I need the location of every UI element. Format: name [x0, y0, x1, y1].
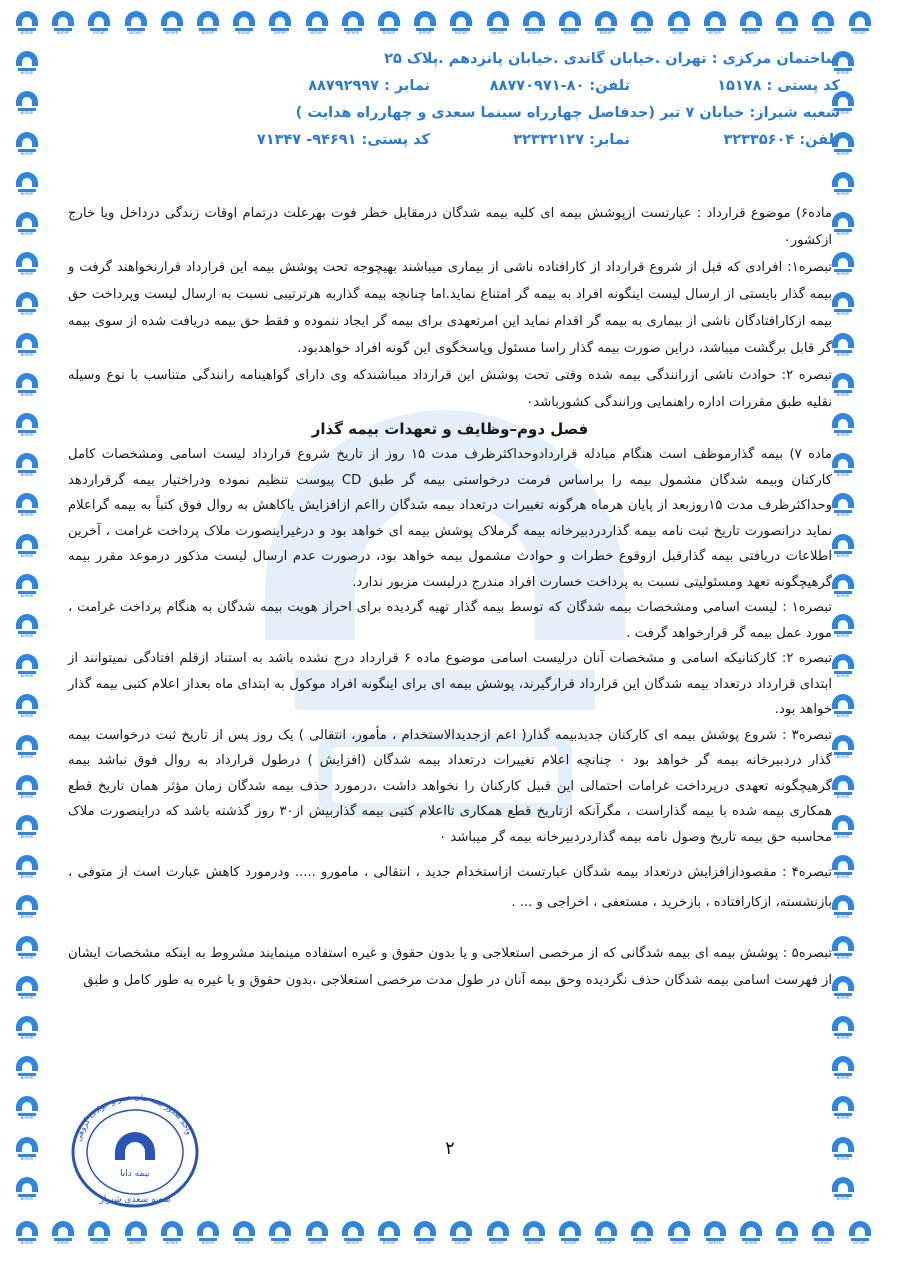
article-7-note-2: تبصره ۲: کارکنانیکه اسامی و مشخصات آنان درلیست اسامی موضوع ماده ۶ قرارداد درج نشده باشد به استناد ازقلم افتادگی نمیتوانند از ابتدای قرارداد درتعداد بیمه شدگان این قرارداد قرارگیرند، پوشش بیمه ای برای اینگونه افراد موکول به ابتدای ماه بعداز اعلام کتبی بیمه گذار خواهد بود.	[68, 651, 832, 717]
bimeh-logo-icon: Bimeh	[828, 289, 858, 319]
stamp-branch: شعبه سعدی شیراز	[99, 1195, 171, 1205]
head-office-postal: کد پستی : ۱۵۱۷۸	[717, 78, 840, 94]
bimeh-logo-icon: Bimeh	[12, 973, 42, 1003]
bimeh-logo-icon: Bimeh	[12, 852, 42, 882]
bimeh-logo-icon: Bimeh	[12, 933, 42, 963]
bimeh-logo-icon: Bimeh	[12, 1053, 42, 1083]
bimeh-logo-icon: Bimeh	[828, 651, 858, 681]
header-contact-line	[60, 73, 840, 100]
bimeh-logo-icon: Bimeh	[12, 289, 42, 319]
bimeh-logo-icon: Bimeh	[374, 8, 404, 38]
bimeh-logo-icon: Bimeh	[828, 490, 858, 520]
bimeh-logo-icon: Bimeh	[12, 169, 42, 199]
bimeh-logo-icon: Bimeh	[48, 8, 78, 38]
bimeh-logo-icon: Bimeh	[229, 8, 259, 38]
bimeh-logo-icon: Bimeh	[664, 8, 694, 38]
bimeh-logo-icon: Bimeh	[519, 8, 549, 38]
bimeh-logo-icon: Bimeh	[12, 1174, 42, 1204]
bimeh-logo-icon: Bimeh	[772, 8, 802, 38]
bimeh-logo-icon: Bimeh	[828, 370, 858, 400]
bimeh-logo-icon: Bimeh	[845, 1218, 875, 1248]
bimeh-logo-icon: Bimeh	[12, 732, 42, 762]
bimeh-logo-icon: Bimeh	[808, 1218, 838, 1248]
bimeh-logo-icon: Bimeh	[627, 8, 657, 38]
bimeh-logo-icon: Bimeh	[265, 8, 295, 38]
bimeh-logo-icon: Bimeh	[12, 209, 42, 239]
bimeh-logo-icon: Bimeh	[12, 1093, 42, 1123]
spacer	[68, 918, 832, 940]
bimeh-logo-icon: Bimeh	[302, 8, 332, 38]
bimeh-logo-icon: Bimeh	[736, 1218, 766, 1248]
article-6: ماده۶) موضوع قرارداد : عبارتست ازپوشش بیمه ای کلیه بیمه شدگان درمقابل خطر فوت بهرعلت درتمام اوقات زندگی درداخل ویا خارج ازکشور۰	[68, 206, 832, 248]
bimeh-logo-icon: Bimeh	[828, 812, 858, 842]
bimeh-logo-icon: Bimeh	[302, 1218, 332, 1248]
bimeh-logo-icon: Bimeh	[12, 651, 42, 681]
bimeh-logo-icon: Bimeh	[828, 852, 858, 882]
bimeh-logo-icon: Bimeh	[555, 1218, 585, 1248]
bimeh-logo-icon: Bimeh	[48, 1218, 78, 1248]
bimeh-logo-icon: Bimeh	[591, 1218, 621, 1248]
head-office-address: ساختمان مرکزی : تهران .خیابان گاندی .خیابان پانزدهم .پلاک ۲۵	[384, 51, 840, 67]
article-7-note-3: تبصره۳ : شروع پوشش بیمه ای کارکنان جدیدبیمه گذار( اعم ازجدیدالاستخدام ، مأمور، انتقالی ) یک روز پس از تاریخ ثبت درخواست بیمه گذار دردبیرخانه بیمه گر خواهد بود ۰ چنانچه اعلام تغییرات درتعداد بیمه شدگان (افزایش ) درطول قرارداد به روال فوق نباشد بیمه گرهیچگونه تعهدی درپرداخت غرامات احتمالی این قبیل کارکنان را نخواهد داشت ،درمورد حذف بیمه شدگان زمان مؤثر همان تاریخ قطع همکاری بیمه شده با بیمه گذاراست ، مگرآنکه ازتاریخ قطع همکاری تااعلام کتبی بیمه گذاربیش از۳۰ روز گذشته باشد که دراینصورت ملاک محاسبه حق بیمه تاریخ وصول نامه بیمه گذاردردبیرخانه بیمه گر میباشد ۰	[68, 727, 832, 845]
bimeh-logo-icon: Bimeh	[12, 450, 42, 480]
bimeh-logo-icon: Bimeh	[12, 812, 42, 842]
bimeh-logo-icon: Bimeh	[828, 1093, 858, 1123]
bimeh-logo-icon: Bimeh	[12, 772, 42, 802]
bimeh-logo-icon: Bimeh	[12, 1218, 42, 1248]
bimeh-logo-icon: Bimeh	[828, 531, 858, 561]
bimeh-logo-icon: Bimeh	[193, 1218, 223, 1248]
bimeh-logo-icon: Bimeh	[12, 330, 42, 360]
bimeh-logo-icon: Bimeh	[121, 1218, 151, 1248]
bimeh-logo-icon: Bimeh	[12, 48, 42, 78]
stamp-ring-text: واحد صدور بیمه های عمر و حوادث گروهی	[73, 1092, 195, 1143]
bimeh-logo-icon: Bimeh	[483, 8, 513, 38]
bimeh-logo-icon: Bimeh	[338, 8, 368, 38]
bimeh-logo-icon: Bimeh	[828, 209, 858, 239]
bimeh-logo-icon: Bimeh	[374, 1218, 404, 1248]
branch-address: شعبه شیراز: خیابان ۷ تیر (حدفاصل چهارراه سینما سعدی و چهارراه هدایت )	[295, 105, 840, 121]
article-6-note-1: تبصره۱: افرادی که قبل از شروع قرارداد از کارافتاده ناشی از بیماری میباشند بهیچوجه تحت پوشش بیمه این قرارداد قرارنخواهند گرفت و بیمه گذار بایستی از ارسال لیست اینگونه افراد به بیمه گر امتناع نماید.اما چنانچه بیمه گذاربه هرترتیبی نسبت به ارسال لیست وپرداخت حق بیمه ازکارافتادگان ناشی از بیماری به بیمه گر اقدام نماید این امرتعهدی برای بیمه گر ایجاد ننموده و فقط حق بیمه دریافت شده از سوی بیمه گر قابل برگشت میباشد، دراین صورت بیمه گذار راسا مسئول وپاسخگوی این گونه افراد خواهدبود.	[68, 260, 832, 356]
bimeh-logo-icon: Bimeh	[483, 1218, 513, 1248]
bimeh-logo-icon: Bimeh	[828, 933, 858, 963]
bimeh-logo-icon: Bimeh	[193, 8, 223, 38]
page-number: ۲	[445, 1138, 455, 1159]
bimeh-logo-icon: Bimeh	[519, 1218, 549, 1248]
header-branch-contact-line	[60, 127, 840, 154]
bimeh-logo-icon: Bimeh	[338, 1218, 368, 1248]
bimeh-logo-icon: Bimeh	[828, 772, 858, 802]
bimeh-logo-icon: Bimeh	[157, 8, 187, 38]
bimeh-logo-icon: Bimeh	[12, 611, 42, 641]
bimeh-logo-icon: Bimeh	[845, 8, 875, 38]
stamp-brand: بیمه دانا	[120, 1169, 150, 1179]
article-7-note-1: تبصره۱ : لیست اسامی ومشخصات بیمه شدگان که توسط بیمه گذار تهیه گردیده برای احراز هویت بیمه شدگان به هنگام پرداخت غرامت ، مورد عمل بیمه گر قرارخواهد گرفت .	[68, 600, 832, 641]
bimeh-logo-icon: Bimeh	[12, 8, 42, 38]
bimeh-logo-icon: Bimeh	[828, 1013, 858, 1043]
header-branch-line	[60, 100, 840, 127]
bimeh-logo-icon: Bimeh	[700, 1218, 730, 1248]
bimeh-logo-icon: Bimeh	[229, 1218, 259, 1248]
article-7: ماده ۷) بیمه گذارموظف است هنگام مبادله قراردادوحداکثرظرف مدت ۱۵ روز از تاریخ شروع قرارداد لیست اسامی ومشخصات کامل کارکنان وبیمه شدگان مشمول بیمه را براساس فرمت درخواستی بیمه گر طبق CD پیوست تنظیم نموده ودراختیار بیمه گرقراردهد وحداکثرظرف مدت ۱۵روزبعد از پایان هرماه هرگونه تغییرات درتعداد بیمه شدگان رااعم ازافزایش یاکاهش به روال فوق کتباً به بیمه گراعلام نماید درانصورت تاریخ ثبت نامه بیمه گذاردردبیرخانه بیمه گرملاک پوشش بیمه ای خواهد بود و درغیراینصورت ملاک پرداخت غرامت ، آخرین اطلاعات دریافتی بیمه گذارقبل ازوقوع خطرات و حوادث مشمول بیمه خواهد بود، درصورت عدم ارسال لیست مذکور درموعد مقرر بیمه گرهیچگونه تعهد ومسئولیتی نسبت به پرداخت خسارت افراد مندرج درلیست مزبور ندارد.	[68, 447, 833, 590]
bimeh-logo-icon: Bimeh	[828, 732, 858, 762]
bimeh-logo-icon: Bimeh	[736, 8, 766, 38]
bimeh-logo-icon: Bimeh	[12, 490, 42, 520]
bimeh-logo-icon: Bimeh	[828, 410, 858, 440]
bimeh-logo-icon: Bimeh	[265, 1218, 295, 1248]
bimeh-logo-icon: Bimeh	[700, 8, 730, 38]
bimeh-logo-icon: Bimeh	[828, 973, 858, 1003]
bimeh-logo-icon: Bimeh	[12, 892, 42, 922]
branch-fax: نمابر: ۳۲۳۳۲۱۲۷	[513, 132, 630, 148]
spacer	[68, 850, 832, 858]
bimeh-logo-icon: Bimeh	[828, 450, 858, 480]
bimeh-logo-icon: Bimeh	[828, 691, 858, 721]
bimeh-logo-icon: Bimeh	[12, 1134, 42, 1164]
bimeh-logo-icon: Bimeh	[828, 1134, 858, 1164]
bimeh-logo-icon: Bimeh	[828, 571, 858, 601]
bimeh-logo-icon: Bimeh	[828, 169, 858, 199]
bimeh-logo-icon: Bimeh	[12, 370, 42, 400]
bimeh-logo-icon: Bimeh	[446, 8, 476, 38]
header-address-line	[60, 46, 840, 73]
branch-postal: کد پستی: ۹۴۶۹۱- ۷۱۳۴۷	[256, 132, 430, 148]
bimeh-logo-icon: Bimeh	[12, 249, 42, 279]
bimeh-logo-icon: Bimeh	[446, 1218, 476, 1248]
branch-phone: تلفن: ۳۲۳۳۵۶۰۴	[723, 132, 840, 148]
bimeh-logo-icon: Bimeh	[772, 1218, 802, 1248]
bimeh-logo-icon: Bimeh	[627, 1218, 657, 1248]
bimeh-logo-icon: Bimeh	[555, 8, 585, 38]
head-office-phone: تلفن: ۸۰-۸۸۷۷۰۹۷۱	[489, 78, 630, 94]
contract-body	[68, 200, 832, 994]
head-office-fax: نمابر : ۸۸۷۹۲۹۹۷	[308, 78, 430, 94]
bimeh-logo-icon: Bimeh	[828, 129, 858, 159]
article-6-note-2: تبصره ۲: حوادث ناشی ازرانندگی بیمه شده وقتی تحت پوشش این قرارداد میباشندکه وی دارای گواهینامه رانندگی متناسب با نوع وسیله نقلیه طبق مقررات اداره راهنمایی ورانندگی کشورباشد۰	[68, 368, 832, 410]
bimeh-logo-icon: Bimeh	[84, 8, 114, 38]
bimeh-logo-icon: Bimeh	[12, 1013, 42, 1043]
bimeh-logo-icon: Bimeh	[12, 129, 42, 159]
bimeh-logo-icon: Bimeh	[828, 1053, 858, 1083]
bimeh-logo-icon: Bimeh	[12, 531, 42, 561]
bimeh-logo-icon: Bimeh	[121, 8, 151, 38]
bimeh-logo-icon: Bimeh	[828, 249, 858, 279]
bimeh-logo-icon: Bimeh	[828, 88, 858, 118]
bimeh-logo-icon: Bimeh	[664, 1218, 694, 1248]
bimeh-logo-icon: Bimeh	[828, 611, 858, 641]
bimeh-logo-icon: Bimeh	[828, 330, 858, 360]
bimeh-logo-icon: Bimeh	[808, 8, 838, 38]
bimeh-logo-icon: Bimeh	[12, 88, 42, 118]
chapter-two-heading: فصل دوم–وظایف و تعهدات بیمه گذار	[311, 420, 589, 438]
article-7-note-5: تبصره۵ : پوشش بیمه ای بیمه شدگانی که از مرخصی استعلاجی و یا بدون حقوق و غیره استفاده مینمایند مشروط به اینکه مشخصات ایشان از فهرست اسامی بیمه شدگان حذف نگردیده وحق بیمه آنان در طول مدت مرخصی استعلاجی ،بدون حقوق و یا غیره به طور کامل و طبق	[68, 946, 832, 988]
bimeh-logo-icon: Bimeh	[157, 1218, 187, 1248]
bimeh-logo-icon: Bimeh	[828, 48, 858, 78]
bimeh-logo-icon: Bimeh	[410, 1218, 440, 1248]
bimeh-logo-icon: Bimeh	[828, 1174, 858, 1204]
bimeh-logo-icon: Bimeh	[84, 1218, 114, 1248]
bimeh-logo-icon: Bimeh	[591, 8, 621, 38]
letterhead	[60, 46, 840, 154]
bimeh-logo-icon: Bimeh	[12, 410, 42, 440]
bimeh-logo-icon: Bimeh	[12, 571, 42, 601]
bimeh-logo-icon: Bimeh	[410, 8, 440, 38]
bimeh-logo-icon: Bimeh	[12, 691, 42, 721]
article-7-note-4: تبصره۴ : مقصودازافزایش درتعداد بیمه شدگان عبارتست ازاستخدام جدید ، انتقالی ، مامورو ..... ودرمورد کاهش عبارت است از متوفی ، بازنشسته، ازکارافتاده ، بازخرید ، مستعفی ، اخراجی و ... .	[68, 865, 832, 910]
bimeh-logo-icon: Bimeh	[828, 892, 858, 922]
